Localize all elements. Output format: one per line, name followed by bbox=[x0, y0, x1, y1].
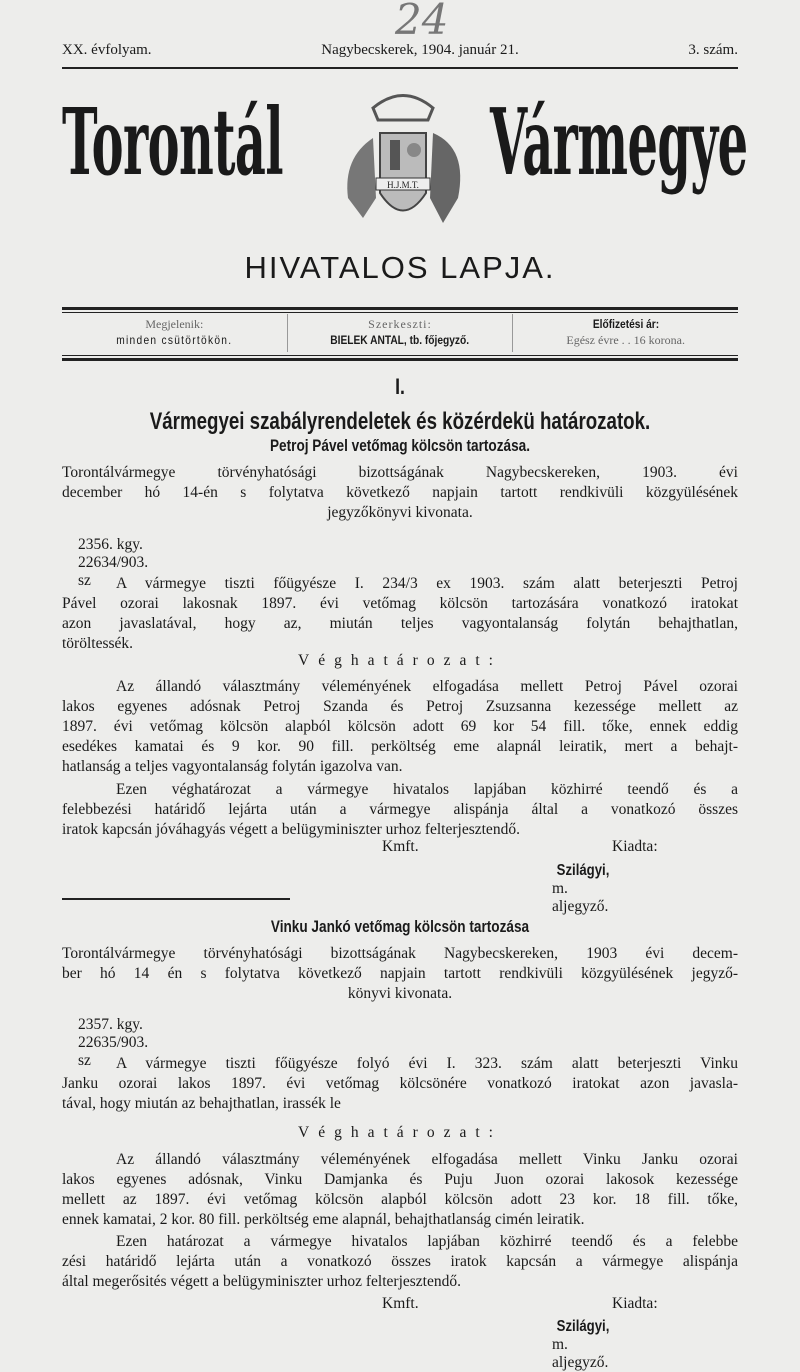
text-line: lakos egyenes adósnak, Vinku Damjanka és Puju Juon ozorai lakosok kezessége bbox=[62, 1171, 738, 1188]
text-line: felebbezési határidő lejárta után a vármegye alispánja által a vonatkozó összes bbox=[62, 801, 738, 818]
svg-text:H.J.M.T.: H.J.M.T. bbox=[387, 180, 419, 190]
signer-name: Szilágyi, bbox=[556, 1318, 610, 1335]
info-editor: Szerkeszti: BIELEK ANTAL, tb. főjegyző. bbox=[288, 314, 514, 352]
text-line: jegyzőkönyvi kivonata. bbox=[327, 504, 473, 521]
subtitle: HIVATALOS LAPJA. bbox=[244, 250, 556, 285]
divider bbox=[62, 358, 738, 361]
text-line: könyvi kivonata. bbox=[347, 985, 453, 1002]
article-heading: Vinku Jankó vetőmag kölcsön tartozása bbox=[270, 917, 530, 936]
section-numeral: I. bbox=[395, 374, 405, 399]
text-line: Pável ozorai lakosnak 1897. évi vetőmag kölcsön tartozására vonatkozó iratokat bbox=[62, 595, 738, 612]
section-heading: Vármegyei szabályrendeletek és közérdekü határozatok. bbox=[149, 408, 651, 435]
signer-title: m. aljegyző. bbox=[552, 1336, 609, 1371]
text-line: Ezen véghatározat a vármegye hivatalos lapjában közhirré teendő és a bbox=[116, 781, 738, 798]
decision-title: Véghatározat: bbox=[298, 652, 502, 669]
masthead bbox=[62, 42, 738, 59]
signer-name: Szilágyi, bbox=[556, 862, 610, 879]
paragraph bbox=[62, 463, 738, 523]
paragraph bbox=[62, 1054, 738, 1114]
title-left: Torontál bbox=[62, 88, 284, 196]
signature bbox=[552, 1318, 614, 1372]
text-line: Az állandó választmány véleményének elfogadása mellett Petroj Pável ozorai bbox=[116, 678, 738, 695]
paragraph bbox=[62, 677, 738, 777]
text-line: Torontálvármegye törvényhatósági bizottságának Nagybecskereken, 1903 évi decem- bbox=[62, 945, 738, 962]
text-line: töröltessék. bbox=[62, 635, 134, 652]
text-line: esedékes kamatai és 9 kor. 90 fill. perköltség eme alapnál leiratik, mert a behajt- bbox=[62, 738, 738, 755]
text-line: hatlanság a teljes vagyontalanság folytán igazolva van. bbox=[62, 758, 403, 775]
text-line: mellett az 1897. évi vetőmag kölcsön alapból kölcsön adott 23 kor. 18 fill. tőke, bbox=[62, 1191, 738, 1208]
paragraph bbox=[62, 1150, 738, 1230]
text-line: által megerősités végett a belügyminiszter urhoz felterjesztendő. bbox=[62, 1273, 461, 1290]
reference-number: 2357. kgy. 22635/903. sz bbox=[78, 1016, 149, 1069]
text-line: Az állandó választmány véleményének elfogadása mellett Vinku Janku ozorai bbox=[116, 1151, 738, 1168]
publication-info bbox=[62, 314, 738, 352]
kmft: Kmft. bbox=[382, 838, 419, 855]
text-line: december hó 14-én s folytatva következő napjain tartott rendkivüli közgyülésének bbox=[62, 484, 738, 501]
issued-by: Kiadta: bbox=[612, 1295, 658, 1312]
issue-number: 3. szám. bbox=[688, 42, 738, 58]
text-line: A vármegye tiszti főügyésze folyó évi I. 323. szám alatt beterjeszti Vinku bbox=[116, 1055, 738, 1072]
decision-title: Véghatározat: bbox=[298, 1124, 502, 1141]
info-frequency: Megjelenik: minden csütörtökön. bbox=[62, 314, 288, 352]
divider bbox=[62, 312, 738, 313]
text-line: 1897. évi vetőmag kölcsön alapból kölcsön adott 69 kor 54 fill. tőke, ennek eddig bbox=[62, 718, 738, 735]
title-right: Vármegye bbox=[490, 88, 748, 196]
text-line: iratok kapcsán jóváhagyás végett a belügyminiszter urhoz felterjesztendő. bbox=[62, 821, 520, 838]
text-line: lakos egyenes adósnak Petroj Szanda és Petroj Zsuzsanna kezessége mellett az bbox=[62, 698, 738, 715]
text-line: Ezen határozat a vármegye hivatalos lapjában közhirré teendő és a felebbe bbox=[116, 1233, 738, 1250]
article-heading: Petroj Pável vetőmag kölcsön tartozása. bbox=[269, 436, 530, 455]
paragraph bbox=[62, 944, 738, 1004]
divider bbox=[62, 67, 738, 69]
text-line: tával, hogy miután az behajthatlan, irassék le bbox=[62, 1095, 341, 1112]
text-line: Janku ozorai lakos 1897. évi vetőmag kölcsönére vonatkozó iratokat azon javasla- bbox=[62, 1075, 738, 1092]
issued-by: Kiadta: bbox=[612, 838, 658, 855]
signer-title: m. aljegyző. bbox=[552, 880, 609, 915]
place-date: Nagybecskerek, 1904. január 21. bbox=[321, 42, 519, 58]
text-line: A vármegye tiszti főügyésze I. 234/3 ex 1903. szám alatt beterjeszti Petroj bbox=[116, 575, 738, 592]
text-line: zési határidő lejárta után a vonatkozó összes iratok kapcsán a vármegye alispánja bbox=[62, 1253, 738, 1270]
text-line: ennek kamatai, 2 kor. 80 fill. perköltség eme alapnál, behajthatlanság cimén leiratik. bbox=[62, 1211, 585, 1228]
paragraph bbox=[62, 780, 738, 840]
kmft: Kmft. bbox=[382, 1295, 419, 1312]
paragraph bbox=[62, 574, 738, 654]
handwritten-page-number: 24 bbox=[395, 0, 449, 44]
reference-number: 2356. kgy. 22634/903. sz bbox=[78, 536, 149, 589]
info-subscription: Előfizetési ár: Egész évre . . 16 korona. bbox=[566, 317, 685, 347]
text-line: ber hó 14 én s folytatva következő napjain tartott rendkivüli közgyülésének jegyző- bbox=[62, 965, 738, 982]
coat-of-arms-logo bbox=[318, 78, 488, 248]
divider bbox=[62, 307, 738, 310]
article-separator bbox=[62, 898, 290, 900]
paragraph bbox=[62, 1232, 738, 1292]
text-line: azon javaslatával, hogy az, miután teljes vagyontalanság folytán behajthatlan, bbox=[62, 615, 738, 632]
text-line: Torontálvármegye törvényhatósági bizottságának Nagybecskereken, 1903. évi bbox=[62, 464, 738, 481]
signature bbox=[552, 862, 614, 916]
volume: XX. évfolyam. bbox=[62, 42, 152, 58]
divider bbox=[62, 355, 738, 356]
